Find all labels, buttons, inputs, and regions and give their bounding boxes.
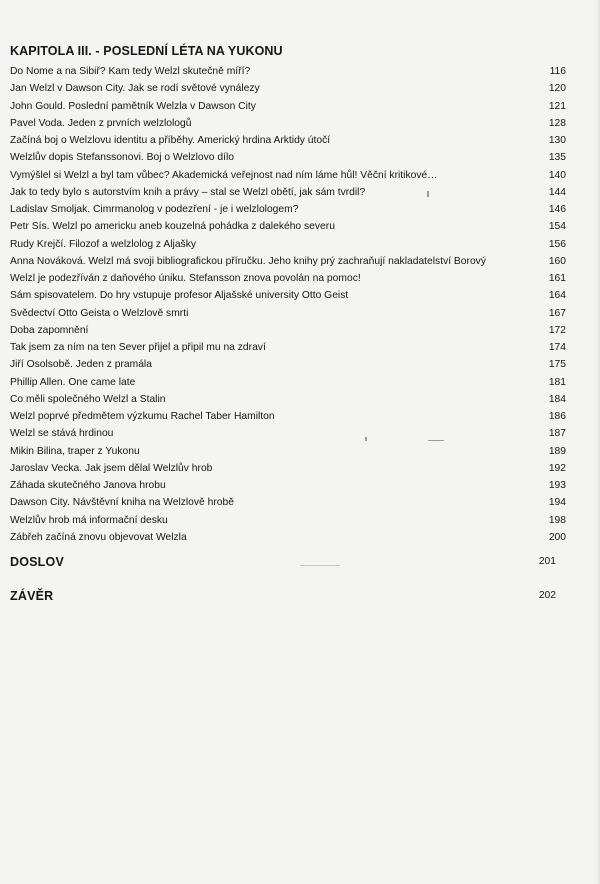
- toc-entry-title: Zábřeh začíná znovu objevovat Welzla: [10, 531, 187, 543]
- toc-entry-title: Welzlův hrob má informační desku: [10, 514, 168, 526]
- toc-entry: [10, 149, 566, 166]
- toc-entry: [10, 529, 566, 546]
- toc-entry: [10, 460, 566, 477]
- toc-entry-page-number: 164: [548, 290, 566, 302]
- toc-entry-title: Začíná boj o Welzlovu identitu a příběhy. Americký hrdina Arktidy útočí: [10, 135, 331, 146]
- toc-entry-title: Tak jsem za ním na ten Sever přijel a připil mu na zdraví: [10, 342, 266, 353]
- toc-entry-title: Phillip Allen. One came late: [10, 376, 136, 388]
- section-title: DOSLOV: [10, 555, 64, 569]
- toc-entry: [10, 115, 566, 132]
- toc-entry-page-number: 160: [548, 255, 566, 267]
- section-page-number: 202: [538, 590, 556, 601]
- toc-entry: [10, 425, 566, 442]
- toc-entry-page-number: 181: [548, 376, 566, 388]
- toc-entry-page-number: 121: [548, 100, 566, 112]
- toc-entry-page-number: 154: [548, 221, 566, 233]
- toc-entry: [10, 494, 566, 511]
- toc-entry-title: Jan Welzl v Dawson City. Jak se rodí světové vynálezy: [10, 83, 260, 95]
- toc-entry: [10, 253, 566, 270]
- toc-entry-page-number: 135: [548, 152, 566, 164]
- toc-entry-title: Anna Nováková. Welzl má svoji bibliografickou příručku. Jeho knihy prý zachraňují nakladatelství Borový: [10, 255, 486, 267]
- toc-entry-title: Doba zapomnění: [10, 324, 89, 336]
- toc-entry-page-number: 161: [548, 273, 566, 284]
- section-page-number: 201: [538, 556, 556, 567]
- toc-entry-title: Dawson City. Návštěvní kniha na Welzlově hrobě: [10, 497, 234, 509]
- toc-entry-page-number: 156: [548, 238, 566, 250]
- toc-entry-page-number: 198: [548, 514, 566, 526]
- toc-entry: [10, 218, 566, 235]
- toc-entry-title: Jaroslav Vecka. Jak jsem dělal Welzlův hrob: [10, 462, 213, 474]
- toc-entry-title: Petr Sís. Welzl po americku aneb kouzelná pohádka z dalekého severu: [10, 221, 335, 233]
- toc-entry-title: Jiří Osolsobě. Jeden z pramála: [10, 359, 152, 371]
- toc-entry: [10, 236, 566, 253]
- toc-entry-title: Mikin Bilina, traper z Yukonu: [10, 445, 140, 457]
- toc-entry: [10, 132, 566, 149]
- toc-entry-page-number: 193: [548, 480, 566, 491]
- toc-entry-title: Svědectví Otto Geista o Welzlově smrti: [10, 307, 189, 319]
- toc-entry-title: Welzl se stává hrdinou: [10, 428, 114, 440]
- scan-speck: [365, 437, 367, 441]
- toc-entry: [10, 391, 566, 408]
- toc-entry-title: Pavel Voda. Jeden z prvních welzlologů: [10, 117, 192, 129]
- toc-entry-page-number: 194: [548, 497, 566, 509]
- toc-entry-page-number: 189: [548, 445, 566, 457]
- toc-entry-page-number: 140: [548, 169, 566, 181]
- scan-speck: [427, 191, 429, 197]
- toc-entry: [10, 98, 566, 115]
- toc-list: [10, 63, 566, 546]
- toc-entry-title: John Gould. Poslední pamětník Welzla v Dawson City: [10, 100, 256, 112]
- toc-entry: [10, 184, 566, 201]
- toc-entry-page-number: 116: [549, 66, 566, 77]
- section-row-doslov: [10, 552, 556, 572]
- toc-entry: [10, 201, 566, 218]
- section-row-zaver: [10, 586, 556, 606]
- toc-entry-page-number: 186: [548, 411, 566, 422]
- toc-entry-page-number: 130: [548, 135, 566, 146]
- toc-entry-page-number: 192: [548, 462, 566, 474]
- page-edge-shadow: [596, 0, 600, 884]
- toc-entry: [10, 443, 566, 460]
- toc-entry: [10, 80, 566, 97]
- toc-entry: [10, 270, 566, 287]
- toc-entry-page-number: 174: [548, 342, 566, 353]
- toc-entry: [10, 356, 566, 373]
- toc-entry-page-number: 167: [548, 307, 566, 319]
- scan-speck: [428, 440, 444, 441]
- toc-entry-title: Rudy Krejčí. Filozof a welzlolog z Aljašky: [10, 238, 196, 250]
- toc-entry: [10, 63, 566, 80]
- toc-entry: [10, 374, 566, 391]
- toc-entry-title: Welzl poprvé předmětem výzkumu Rachel Taber Hamilton: [10, 411, 275, 422]
- toc-entry: [10, 512, 566, 529]
- toc-entry-title: Sám spisovatelem. Do hry vstupuje profesor Aljašské university Otto Geist: [10, 290, 349, 302]
- toc-entry: [10, 477, 566, 494]
- toc-entry: [10, 339, 566, 356]
- toc-entry: [10, 408, 566, 425]
- toc-entry-page-number: 128: [548, 117, 566, 129]
- toc-entry-page-number: 200: [548, 531, 566, 543]
- toc-entry-title: Co měli společného Welzl a Stalin: [10, 393, 166, 405]
- toc-entry-page-number: 146: [548, 204, 566, 215]
- toc-entry-title: Welzlův dopis Stefanssonovi. Boj o Welzlovo dílo: [10, 152, 234, 164]
- toc-entry-page-number: 172: [548, 324, 566, 336]
- toc-entry-title: Do Nome a na Sibiř? Kam tedy Welzl skutečně míří?: [10, 66, 251, 77]
- toc-entry-title: Jak to tedy bylo s autorstvím knih a právy – stal se Welzl obětí, jak sám tvrdil?: [10, 186, 366, 198]
- toc-entry-title: Záhada skutečného Janova hrobu: [10, 480, 166, 491]
- toc-entry-page-number: 144: [548, 186, 566, 198]
- toc-entry: [10, 287, 566, 304]
- toc-entry: [10, 167, 566, 184]
- toc-entry-page-number: 175: [548, 359, 566, 371]
- toc-entry-page-number: 120: [548, 83, 566, 95]
- section-title: ZÁVĚR: [10, 589, 54, 603]
- toc-entry-title: Welzl je podezříván z daňového úniku. Stefansson znova povolán na pomoc!: [10, 273, 361, 284]
- toc-entry-title: Vymýšlel si Welzl a byl tam vůbec? Akademická veřejnost nad ním láme hůl! Věční kritikové…: [10, 169, 438, 181]
- scan-speck: [300, 565, 340, 566]
- toc-entry-page-number: 184: [548, 393, 566, 405]
- toc-entry: [10, 322, 566, 339]
- toc-entry-title: Ladislav Smoljak. Cimrmanolog v podezření - je i welzlologem?: [10, 204, 299, 215]
- toc-entry: [10, 305, 566, 322]
- toc-entry-page-number: 187: [548, 428, 566, 440]
- chapter-heading: KAPITOLA III. - POSLEDNÍ LÉTA NA YUKONU: [10, 44, 283, 58]
